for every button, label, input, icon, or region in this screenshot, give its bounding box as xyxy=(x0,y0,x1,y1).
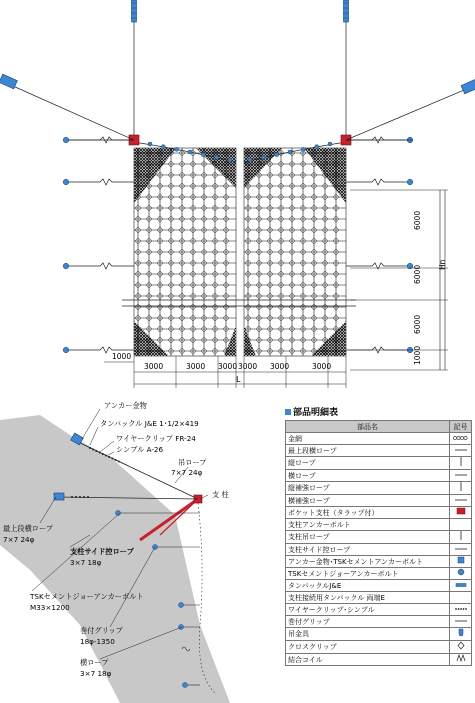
part-name: アンカー金物･TSKセメントアンカーボルト xyxy=(286,556,450,568)
part-name: 横補強ロープ xyxy=(286,495,450,507)
clip-bead xyxy=(248,158,252,162)
parts-table-row xyxy=(286,568,472,580)
part-symbol-none-icon xyxy=(450,592,472,604)
wire-clip-dot xyxy=(115,459,117,461)
dim-label-horizontal: 3000 xyxy=(312,362,332,371)
label-post: 支 柱 xyxy=(212,490,229,499)
part-name: 支柱吊ロープ xyxy=(286,531,450,544)
parts-table-row xyxy=(286,457,472,470)
tsk-anchor-bolt xyxy=(183,683,188,688)
clip-bead xyxy=(261,155,265,159)
wire-clip-dot xyxy=(95,450,97,452)
parts-table-row xyxy=(286,580,472,592)
parts-table-row xyxy=(286,592,472,604)
header-part-name: 部品名 xyxy=(286,421,450,433)
label-h-rope: 横ロープ xyxy=(80,658,109,667)
part-name: 縦補強ロープ xyxy=(286,482,450,495)
wire-clip-dot xyxy=(102,453,104,455)
anchor-bolt-left xyxy=(63,263,69,269)
label-tsk: TSKセメントジョーアンカーボルト xyxy=(30,592,144,601)
parts-table-row xyxy=(286,604,472,616)
parts-table-row xyxy=(286,641,472,654)
part-name: TSKセメントジョーアンカーボルト xyxy=(286,568,450,580)
leader-line xyxy=(82,409,100,439)
parts-table-row xyxy=(286,544,472,556)
clip-bead xyxy=(215,155,219,159)
parts-table-row xyxy=(286,628,472,641)
part-name: ワイヤークリップ･シンブル xyxy=(286,604,450,616)
clip-bead xyxy=(201,153,205,157)
parts-table-row xyxy=(286,519,472,531)
label-top-rope: 最上段横ロープ xyxy=(3,524,53,533)
part-symbol-vline-icon xyxy=(450,457,472,470)
dim-label-horizontal: 3000 xyxy=(270,362,290,371)
side-anchor-rope-left xyxy=(66,263,134,269)
part-name: タンバックルJ&E xyxy=(286,580,450,592)
part-symbol-line-icon xyxy=(450,445,472,457)
parts-table xyxy=(285,420,472,666)
turnbuckle-top xyxy=(132,0,137,22)
part-symbol-line-icon xyxy=(450,544,472,556)
anchor-turnbuckle-right xyxy=(461,79,475,94)
parts-table-row xyxy=(286,531,472,544)
anchor-bolt-left xyxy=(63,179,69,185)
anchor-turnbuckle-left xyxy=(0,74,17,89)
part-name: クロスクリップ xyxy=(286,641,450,654)
part-name: 支柱接続用タンバックル 両端E xyxy=(286,592,450,604)
part-name: 支柱サイド控ロープ xyxy=(286,544,450,556)
mesh-panel-left xyxy=(134,148,236,356)
dim-label-horizontal: 3000 xyxy=(218,362,238,371)
label-thimble: シンブル A-26 xyxy=(116,445,164,454)
side-anchor-rope-right xyxy=(346,179,410,185)
dim-label-vertical: 6000 xyxy=(413,264,422,284)
part-symbol-vline-icon xyxy=(450,482,472,495)
part-symbol-coil-icon xyxy=(450,654,472,666)
wire-clip-dot xyxy=(79,496,81,498)
label-side-rope-spec: 3×7 18φ xyxy=(70,558,102,567)
part-name: 支柱アンカーボルト xyxy=(286,519,450,531)
leader-line xyxy=(108,452,114,455)
part-name: 金網 xyxy=(286,433,450,445)
dim-label-horizontal: 3000 xyxy=(144,362,164,371)
tsk-anchor-bolt xyxy=(179,625,184,630)
label-hang-rope-spec: 7×7 24φ xyxy=(171,468,203,477)
label-grip: 巻付グリップ xyxy=(80,626,123,635)
top-rope-anchor xyxy=(54,493,64,500)
parts-table-row xyxy=(286,482,472,495)
part-name: 巻付グリップ xyxy=(286,616,450,628)
clip-bead xyxy=(328,142,332,146)
dim-label-vertical: Hn xyxy=(438,259,447,270)
clip-bead xyxy=(315,145,319,149)
part-symbol-blue-circle-icon xyxy=(450,568,472,580)
part-symbol-line-icon xyxy=(450,616,472,628)
part-symbol-none-icon xyxy=(450,519,472,531)
label-turnbuckle: タンバックル J&E 1･1/2×419 xyxy=(100,419,199,428)
side-anchor-rope-left xyxy=(66,179,134,185)
dim-label-vertical: 6000 xyxy=(413,314,422,334)
diagonal-anchor-rope xyxy=(4,82,134,140)
wire-clip-dot xyxy=(75,496,77,498)
parts-table-row xyxy=(286,433,472,445)
part-symbol-red-box-icon xyxy=(450,507,472,519)
part-symbol-blue-hook-icon xyxy=(450,628,472,641)
clip-bead xyxy=(228,158,232,162)
part-symbol-line-icon xyxy=(450,470,472,482)
part-symbol-blue-square-icon xyxy=(450,556,472,568)
wire-clip-dot xyxy=(108,456,110,458)
parts-table-row xyxy=(286,445,472,457)
part-name: 吊金具 xyxy=(286,628,450,641)
parts-table-row xyxy=(286,507,472,519)
diagonal-anchor-rope xyxy=(346,85,475,140)
parts-table-row xyxy=(286,556,472,568)
dim-label-horizontal: 1000 xyxy=(112,352,132,361)
parts-table-row xyxy=(286,495,472,507)
clip-bead xyxy=(161,145,165,149)
parts-table-row xyxy=(286,616,472,628)
part-symbol-line-icon xyxy=(450,495,472,507)
wire-clip-dot xyxy=(87,496,89,498)
wire-clip-dot xyxy=(105,455,107,457)
dim-label-vertical: 1000 xyxy=(413,345,422,365)
clip-bead xyxy=(301,147,305,151)
part-name: 横ロープ xyxy=(286,470,450,482)
dim-label-total: L xyxy=(236,375,241,384)
dim-label-horizontal: 3000 xyxy=(186,362,206,371)
label-h-rope-spec: 3×7 18φ xyxy=(80,669,112,678)
parts-table-row xyxy=(286,654,472,666)
clip-bead xyxy=(175,147,179,151)
part-symbol-dots-icon xyxy=(450,604,472,616)
part-name: 縦ロープ xyxy=(286,457,450,470)
anchor-bolt-left xyxy=(63,137,69,143)
wire-clip-dot xyxy=(83,496,85,498)
part-name: 結合コイル xyxy=(286,654,450,666)
clip-bead xyxy=(275,153,279,157)
part-symbol-vline-icon xyxy=(450,531,472,544)
label-top-rope-spec: 7×7 24φ xyxy=(3,535,35,544)
label-hang-rope: 吊ロープ xyxy=(178,458,207,467)
side-section-drawing xyxy=(0,395,280,703)
part-name: ポケット支柱（タラップ付） xyxy=(286,507,450,519)
mesh-panel-right xyxy=(244,148,346,356)
parts-table-header xyxy=(286,421,472,433)
part-symbol-cross-icon xyxy=(450,641,472,654)
wire-clip-dot xyxy=(71,496,73,498)
clip-bead xyxy=(148,142,152,146)
wire-clip-dot xyxy=(92,449,94,451)
leader-line xyxy=(90,427,98,445)
part-name: 最上段横ロープ xyxy=(286,445,450,457)
title-square-icon xyxy=(285,409,291,415)
net-mesh-panels xyxy=(134,148,346,356)
anchor-bolt-right xyxy=(407,179,413,185)
dim-label-horizontal: 3000 xyxy=(238,362,258,371)
label-anchor: アンカー金物 xyxy=(104,401,147,410)
label-wireclip: ワイヤークリップ FR-24 xyxy=(116,434,196,443)
tsk-anchor-bolt xyxy=(179,603,184,608)
clip-bead xyxy=(188,150,192,154)
wire-clip-dot xyxy=(89,447,91,449)
label-tsk-spec: M33×1200 xyxy=(30,603,70,612)
wire-clip-dot xyxy=(118,461,120,463)
wire-clip-dot xyxy=(111,458,113,460)
parts-table-row xyxy=(286,470,472,482)
label-grip-spec: 18φ-1350 xyxy=(80,637,115,646)
anchor-bolt-left xyxy=(63,347,69,353)
part-symbol-blue-bar-icon xyxy=(450,580,472,592)
slope-and-ropes xyxy=(0,409,230,703)
clip-bead xyxy=(288,150,292,154)
parts-list-title-text: 部品明細表 xyxy=(293,408,339,418)
parts-list-title xyxy=(285,406,471,420)
turnbuckle-top xyxy=(344,0,349,22)
part-symbol-mesh-icon xyxy=(450,433,472,445)
leader-line xyxy=(100,441,114,452)
label-side-rope: 支柱サイド控ロープ xyxy=(70,547,134,556)
header-symbol: 記号 xyxy=(450,421,472,433)
parts-list xyxy=(285,406,471,666)
dim-label-vertical: 6000 xyxy=(413,210,422,230)
